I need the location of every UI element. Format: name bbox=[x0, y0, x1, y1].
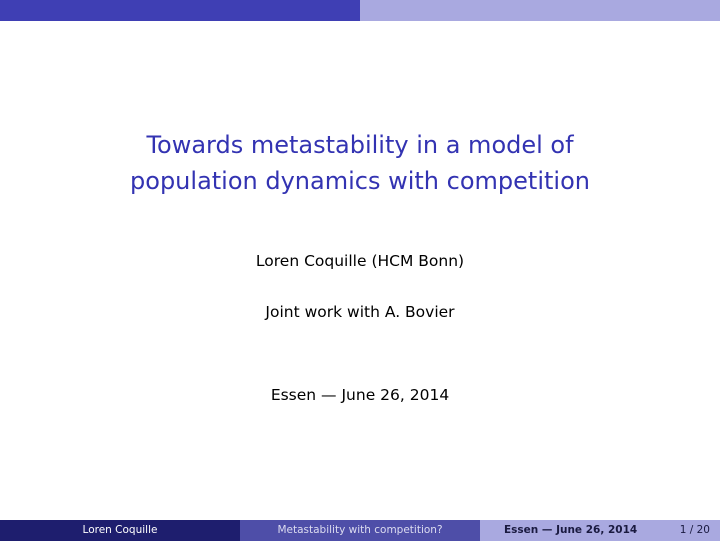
joint-work-line: Joint work with A. Bovier bbox=[265, 303, 455, 321]
top-bar-right-segment bbox=[360, 0, 720, 21]
footer-right-section bbox=[480, 520, 720, 541]
footer-page-number: 1 / 20 bbox=[679, 524, 710, 536]
footer-author: Loren Coquille bbox=[0, 520, 240, 541]
footer-date: Essen — June 26, 2014 bbox=[504, 524, 638, 536]
slide-title-line-1: Towards metastability in a model of bbox=[146, 131, 574, 159]
venue-date-line: Essen — June 26, 2014 bbox=[270, 386, 450, 404]
slide-title-line-2: population dynamics with competition bbox=[130, 167, 590, 195]
top-bar-left-segment bbox=[0, 0, 360, 21]
slide-title bbox=[0, 127, 720, 199]
footer-short-title: Metastability with competition? bbox=[240, 520, 480, 541]
slide-footer bbox=[0, 520, 720, 541]
author-line: Loren Coquille (HCM Bonn) bbox=[255, 252, 465, 270]
top-progress-bar bbox=[0, 0, 720, 21]
